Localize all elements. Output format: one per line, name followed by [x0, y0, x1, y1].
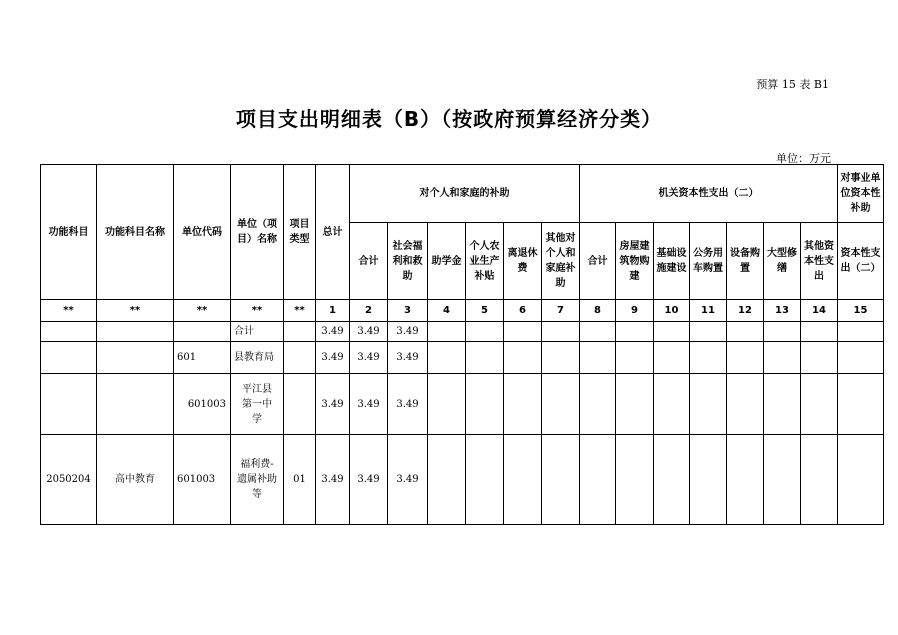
index-cell: 2 — [350, 300, 388, 322]
index-cell: ** — [284, 300, 316, 322]
index-cell: 10 — [654, 300, 690, 322]
index-cell: 4 — [428, 300, 466, 322]
cell-func-name — [97, 322, 174, 342]
header-agency-total: 合计 — [580, 223, 616, 300]
cell-empty — [764, 374, 801, 435]
cell-name: 平江县第一中学 — [231, 374, 284, 435]
cell-empty — [838, 322, 884, 342]
header-welfare: 社会福利和救助 — [388, 223, 428, 300]
index-cell: 3 — [388, 300, 428, 322]
cell-empty — [580, 435, 616, 525]
cell-func-code — [41, 322, 97, 342]
header-group-enterprise: 对事业单位资本性补助 — [838, 165, 884, 223]
header-total: 总计 — [316, 165, 350, 300]
header-other-personal: 其他对个人和家庭补助 — [542, 223, 580, 300]
cell-empty — [727, 435, 764, 525]
cell-personal-total: 3.49 — [350, 374, 388, 435]
cell-func-name — [97, 374, 174, 435]
cell-empty — [616, 342, 654, 374]
cell-empty — [690, 342, 727, 374]
cell-type: 01 — [284, 435, 316, 525]
cell-empty — [428, 342, 466, 374]
cell-total: 3.49 — [316, 374, 350, 435]
header-unit-code: 单位代码 — [174, 165, 231, 300]
index-cell: 1 — [316, 300, 350, 322]
cell-empty — [466, 374, 504, 435]
cell-empty — [801, 435, 838, 525]
cell-empty — [727, 322, 764, 342]
cell-empty — [764, 435, 801, 525]
cell-unit-code: 601003 — [174, 374, 231, 435]
cell-empty — [690, 322, 727, 342]
cell-empty — [727, 342, 764, 374]
cell-empty — [764, 322, 801, 342]
cell-func-code — [41, 374, 97, 435]
index-cell: 12 — [727, 300, 764, 322]
cell-type — [284, 374, 316, 435]
cell-empty — [616, 435, 654, 525]
header-unit-project-name: 单位（项目）名称 — [231, 165, 284, 300]
cell-unit-code — [174, 322, 231, 342]
unit-label: 单位：万元 — [776, 152, 831, 165]
cell-empty — [801, 374, 838, 435]
header-personal-total: 合计 — [350, 223, 388, 300]
cell-empty — [542, 374, 580, 435]
index-row — [41, 300, 884, 322]
cell-empty — [542, 342, 580, 374]
cell-total: 3.49 — [316, 435, 350, 525]
table-row — [41, 374, 884, 435]
form-code: 预算 15 表 B1 — [756, 78, 829, 91]
cell-total: 3.49 — [316, 342, 350, 374]
budget-table — [40, 164, 884, 525]
table-row — [41, 435, 884, 525]
cell-empty — [838, 374, 884, 435]
index-cell: 13 — [764, 300, 801, 322]
table-row — [41, 322, 884, 342]
cell-empty — [428, 322, 466, 342]
cell-empty — [616, 322, 654, 342]
cell-empty — [838, 435, 884, 525]
cell-func-code: 2050204 — [41, 435, 97, 525]
cell-empty — [504, 374, 542, 435]
cell-empty — [654, 374, 690, 435]
cell-empty — [801, 342, 838, 374]
cell-empty — [616, 374, 654, 435]
table-row — [41, 342, 884, 374]
cell-unit-code: 601003 — [174, 435, 231, 525]
header-official-vehicles: 公务用车购置 — [690, 223, 727, 300]
cell-empty — [690, 374, 727, 435]
cell-personal-total: 3.49 — [350, 322, 388, 342]
cell-empty — [727, 374, 764, 435]
cell-func-code — [41, 342, 97, 374]
cell-empty — [428, 374, 466, 435]
cell-empty — [504, 342, 542, 374]
cell-name: 县教育局 — [231, 342, 284, 374]
index-cell: 14 — [801, 300, 838, 322]
cell-unit-code: 601 — [174, 342, 231, 374]
header-func-name: 功能科目名称 — [97, 165, 174, 300]
cell-type — [284, 342, 316, 374]
index-cell: 7 — [542, 300, 580, 322]
cell-empty — [542, 435, 580, 525]
index-cell: 11 — [690, 300, 727, 322]
cell-welfare: 3.49 — [388, 322, 428, 342]
index-cell: 15 — [838, 300, 884, 322]
index-cell: ** — [231, 300, 284, 322]
index-cell: 8 — [580, 300, 616, 322]
cell-empty — [428, 435, 466, 525]
cell-type — [284, 322, 316, 342]
header-group-agency: 机关资本性支出（二） — [580, 165, 838, 223]
cell-empty — [690, 435, 727, 525]
cell-empty — [580, 374, 616, 435]
cell-welfare: 3.49 — [388, 342, 428, 374]
header-group-personal: 对个人和家庭的补助 — [350, 165, 580, 223]
cell-empty — [580, 342, 616, 374]
index-cell: 6 — [504, 300, 542, 322]
index-cell: ** — [174, 300, 231, 322]
cell-func-name: 高中教育 — [97, 435, 174, 525]
page-title: 项目支出明细表（B）（按政府预算经济分类） — [235, 107, 663, 131]
index-cell: 5 — [466, 300, 504, 322]
cell-empty — [838, 342, 884, 374]
header-equipment: 设备购置 — [727, 223, 764, 300]
cell-empty — [580, 322, 616, 342]
header-infrastructure: 基础设施建设 — [654, 223, 690, 300]
cell-empty — [764, 342, 801, 374]
cell-empty — [466, 342, 504, 374]
header-func-code: 功能科目 — [41, 165, 97, 300]
header-repairs: 大型修缮 — [764, 223, 801, 300]
index-cell: ** — [97, 300, 174, 322]
header-building: 房屋建筑物购建 — [616, 223, 654, 300]
cell-welfare: 3.49 — [388, 435, 428, 525]
cell-empty — [801, 322, 838, 342]
header-project-type: 项目类型 — [284, 165, 316, 300]
cell-empty — [542, 322, 580, 342]
header-other-capital: 其他资本性支出 — [801, 223, 838, 300]
cell-empty — [654, 342, 690, 374]
cell-empty — [504, 322, 542, 342]
cell-func-name — [97, 342, 174, 374]
cell-personal-total: 3.49 — [350, 342, 388, 374]
header-retirement: 离退休费 — [504, 223, 542, 300]
header-row-1 — [41, 165, 884, 223]
cell-total: 3.49 — [316, 322, 350, 342]
header-scholarship: 助学金 — [428, 223, 466, 300]
index-cell: ** — [41, 300, 97, 322]
cell-empty — [654, 322, 690, 342]
header-farm-subsidy: 个人农业生产补贴 — [466, 223, 504, 300]
cell-empty — [654, 435, 690, 525]
header-capital-expense: 资本性支出（二） — [838, 223, 884, 300]
cell-name: 合计 — [231, 322, 284, 342]
index-cell: 9 — [616, 300, 654, 322]
cell-personal-total: 3.49 — [350, 435, 388, 525]
cell-name: 福利费-遗属补助等 — [231, 435, 284, 525]
cell-empty — [466, 322, 504, 342]
cell-empty — [466, 435, 504, 525]
cell-empty — [504, 435, 542, 525]
cell-welfare: 3.49 — [388, 374, 428, 435]
